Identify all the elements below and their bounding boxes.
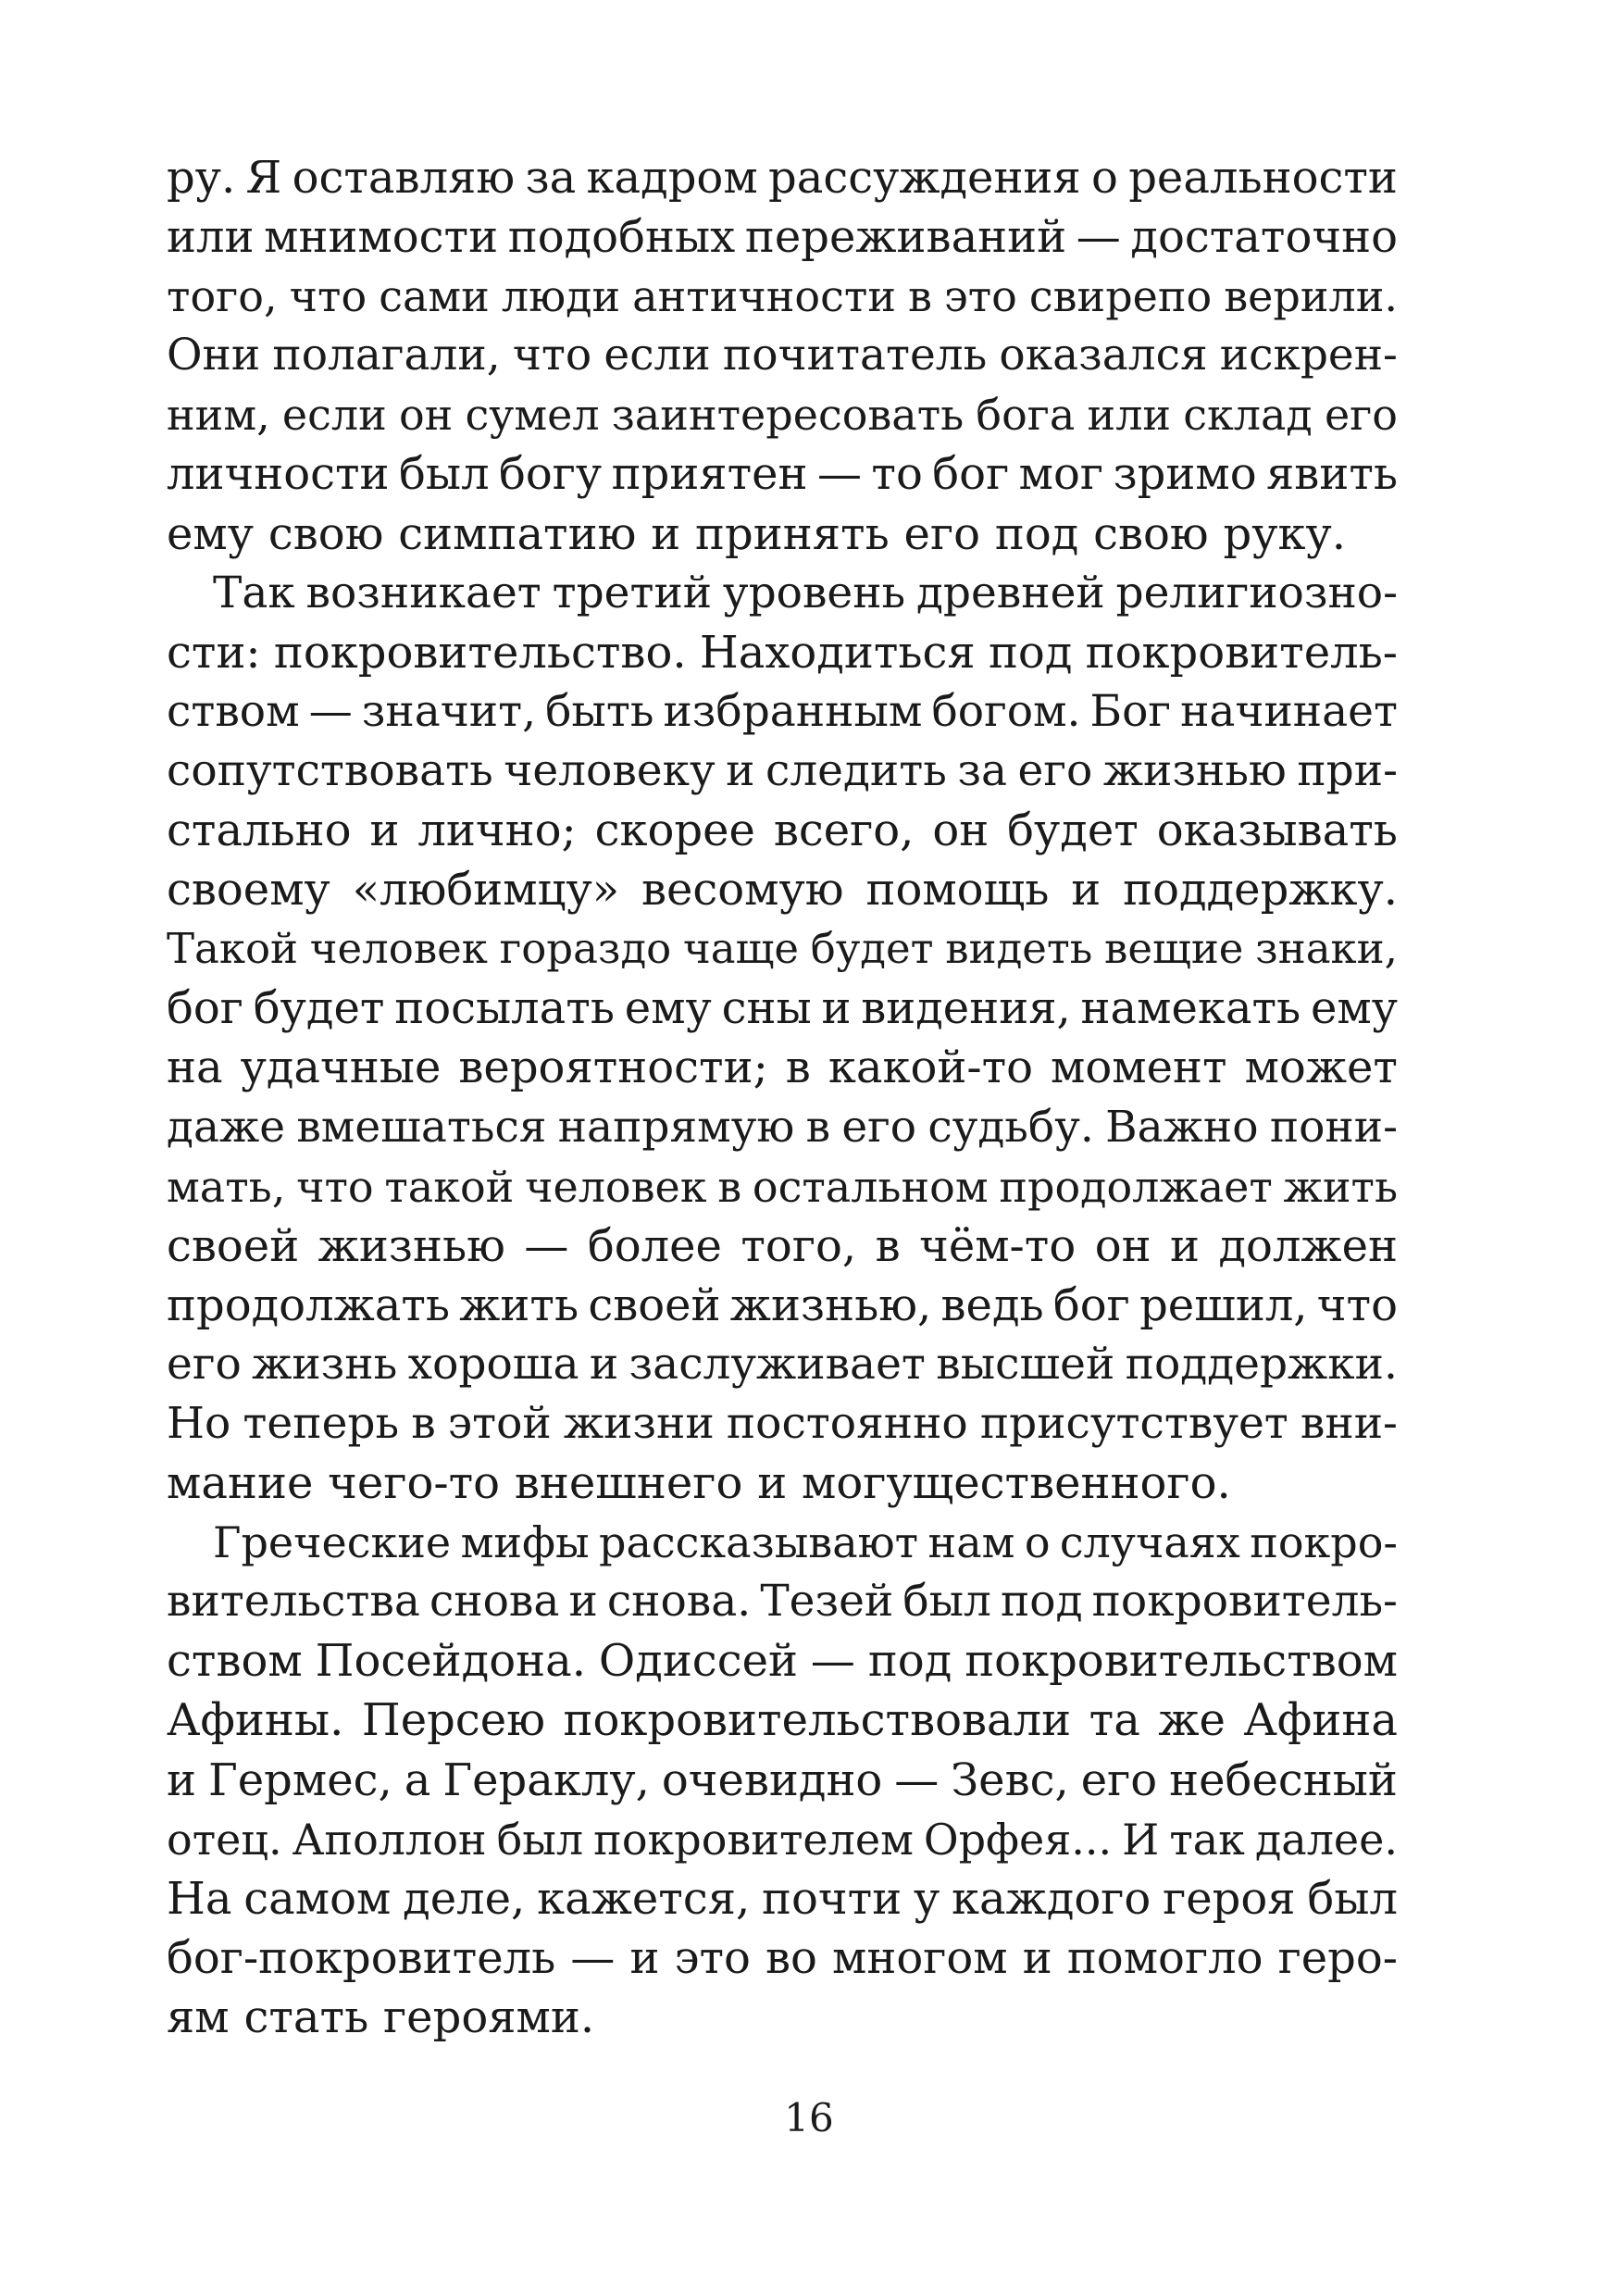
text-line: стально и лично; скорее всего, он будет оказывать: [167, 805, 1398, 857]
text-line: ством Посейдона. Одиссей — под покровительством: [167, 1635, 1398, 1688]
text-line: мание чего-то внешнего и могущественного.: [167, 1457, 1231, 1510]
text-line: его жизнь хороша и заслуживает высшей поддержки.: [167, 1338, 1398, 1390]
paragraph: [167, 1513, 1398, 2047]
text-line: Афины. Персею покровительствовали та же Афина: [167, 1694, 1398, 1747]
text-line: ством — значит, быть избранным богом. Бог начинает: [167, 685, 1398, 737]
text-line: бог будет посылать ему сны и видения, намекать ему: [167, 982, 1398, 1035]
text-line: даже вмешаться напрямую в его судьбу. Важно пони-: [167, 1101, 1398, 1153]
text-line: ру. Я оставляю за кадром рассуждения о реальности: [167, 152, 1398, 204]
text-line: продолжать жить своей жизнью, ведь бог решил, что: [167, 1279, 1398, 1331]
text-line: ям стать героями.: [167, 1990, 595, 2043]
text-line: на удачные вероятности; в какой-то момент может: [167, 1042, 1398, 1094]
text-line: бог-покровитель — и это во многом и помогло геро-: [167, 1931, 1398, 1984]
text-line: Греческие мифы рассказывают нам о случаях покро-: [213, 1517, 1398, 1568]
text-line: На самом деле, кажется, почти у каждого героя был: [167, 1872, 1398, 1925]
paragraph: [167, 148, 1398, 564]
text-line: сопутствовать человеку и следить за его жизнью при-: [167, 744, 1398, 796]
text-line: того, что сами люди античности в это свирепо верили.: [167, 271, 1398, 322]
text-line: Такой человек гораздо чаще будет видеть вещие знаки,: [167, 924, 1398, 974]
text-line: отец. Аполлон был покровителем Орфея... И так далее.: [167, 1814, 1398, 1865]
text-line: своему «любимцу» весомую помощь и поддержку.: [167, 864, 1398, 917]
text-line: сти: покровительство. Находиться под покровитель-: [167, 626, 1398, 679]
text-line: своей жизнью — более того, в чём-то он и должен: [167, 1219, 1398, 1272]
text-line: ему свою симпатию и принять его под свою руку.: [167, 507, 1346, 560]
text-line: мать, что такой человек в остальном продолжает жить: [167, 1161, 1398, 1212]
page-number: 16: [784, 2095, 834, 2140]
text-line: вительства снова и снова. Тезей был под покровитель-: [167, 1576, 1398, 1628]
text-line: ним, если он сумел заинтересовать бога или склад его: [167, 390, 1398, 441]
text-line: или мнимости подобных переживаний — достаточно: [167, 211, 1398, 264]
text-line: Они полагали, что если почитатель оказался искрен-: [167, 330, 1398, 381]
text-line: Так возникает третий уровень древней религиозно-: [213, 567, 1398, 618]
text-line: и Гермес, а Гераклу, очевидно — Зевс, его небесный: [167, 1753, 1398, 1806]
body-text: [167, 148, 1398, 2047]
text-line: личности был богу приятен — то бог мог зримо явить: [167, 448, 1398, 501]
text-line: Но теперь в этой жизни постоянно присутствует вни-: [167, 1397, 1398, 1449]
paragraph: [167, 564, 1398, 1514]
